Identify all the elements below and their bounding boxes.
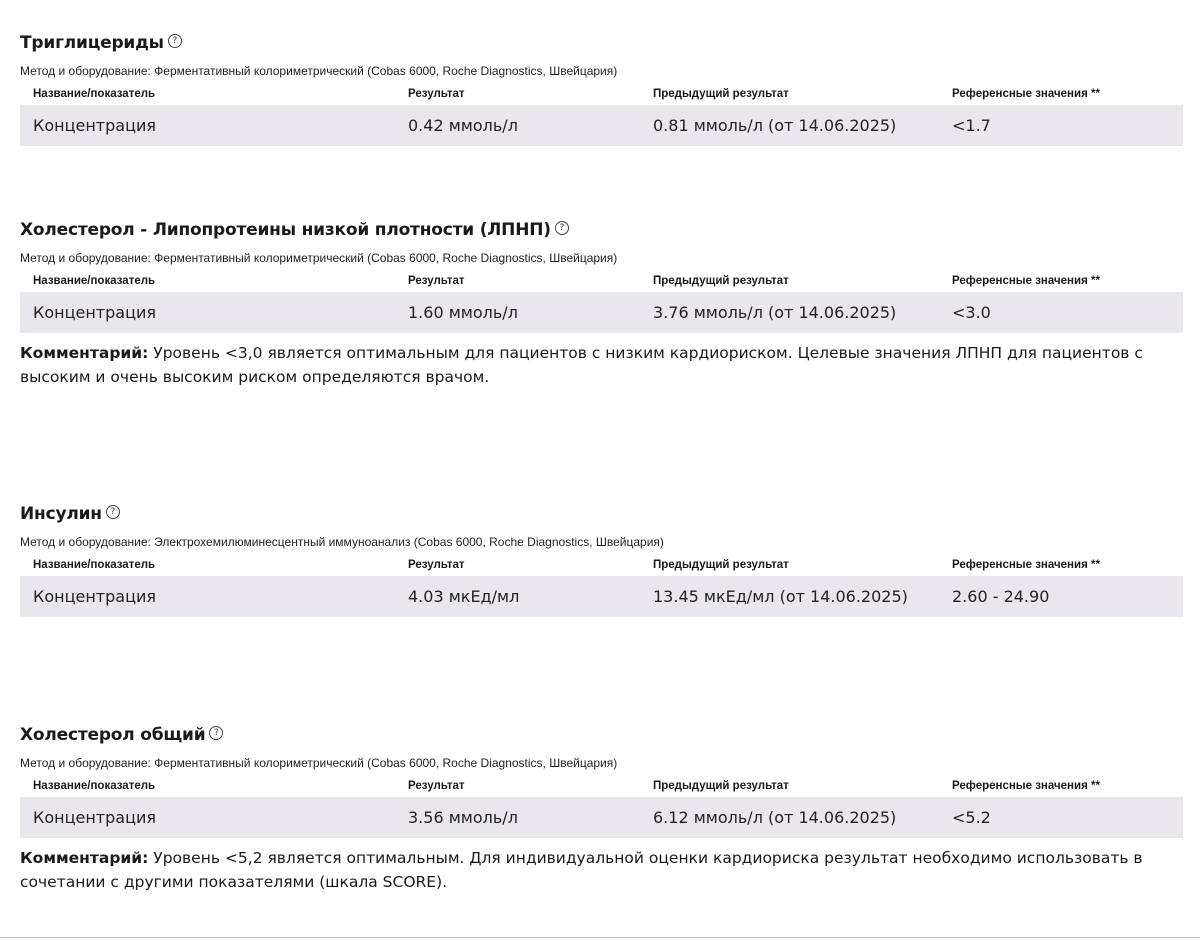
method-text: Метод и оборудование: Ферментативный колориметрический (Cobas 6000, Roche Diagnostics, Швейцария)	[20, 251, 618, 265]
cell-result: 0.42 ммоль/л	[408, 116, 518, 135]
cell-result: 4.03 мкЕд/мл	[408, 587, 520, 606]
header-reference: Референсные значения **	[952, 275, 1100, 287]
comment-text: Уровень <3,0 является оптимальным для пациентов с низким кардиориском. Целевые значения ЛПНП для пациентов с высоким и очень высоким риском определяются врачом.	[20, 344, 1143, 386]
header-result: Результат	[408, 559, 465, 571]
header-previous: Предыдущий результат	[653, 780, 789, 792]
section-ldl-cholesterol	[20, 217, 1183, 389]
page-bottom-divider	[0, 937, 1200, 938]
cell-reference: <1.7	[952, 116, 991, 135]
cell-result: 1.60 ммоль/л	[408, 303, 518, 322]
cell-previous: 13.45 мкЕд/мл (от 14.06.2025)	[653, 587, 908, 606]
cell-result: 3.56 ммоль/л	[408, 808, 518, 827]
header-previous: Предыдущий результат	[653, 275, 789, 287]
table-header	[20, 270, 1183, 292]
help-icon[interactable]: ?	[555, 221, 569, 235]
header-name: Название/показатель	[33, 780, 156, 792]
cell-reference: 2.60 - 24.90	[952, 587, 1050, 606]
comment	[20, 846, 1183, 894]
table-header	[20, 83, 1183, 105]
header-result: Результат	[408, 88, 465, 100]
cell-name: Концентрация	[33, 116, 156, 135]
header-previous: Предыдущий результат	[653, 559, 789, 571]
section-title: Инсулин ?	[20, 501, 1183, 527]
header-reference: Референсные значения **	[952, 780, 1100, 792]
header-name: Название/показатель	[33, 88, 156, 100]
cell-previous: 0.81 ммоль/л (от 14.06.2025)	[653, 116, 897, 135]
header-reference: Референсные значения **	[952, 559, 1100, 571]
table-row	[20, 797, 1183, 838]
table-header	[20, 554, 1183, 576]
section-title: Холестерол - Липопротеины низкой плотности (ЛПНП) ?	[20, 217, 1183, 243]
cell-previous: 6.12 ммоль/л (от 14.06.2025)	[653, 808, 897, 827]
method-text: Метод и оборудование: Электрохемилюминесцентный иммуноанализ (Cobas 6000, Roche Diagnostics, Швейцария)	[20, 535, 664, 549]
table-row	[20, 292, 1183, 333]
cell-reference: <3.0	[952, 303, 991, 322]
cell-name: Концентрация	[33, 808, 156, 827]
table-row	[20, 105, 1183, 146]
cell-name: Концентрация	[33, 303, 156, 322]
cell-previous: 3.76 ммоль/л (от 14.06.2025)	[653, 303, 897, 322]
header-name: Название/показатель	[33, 275, 156, 287]
help-icon[interactable]: ?	[106, 505, 120, 519]
cell-reference: <5.2	[952, 808, 991, 827]
section-insulin	[20, 501, 1183, 617]
comment-label: Комментарий:	[20, 344, 149, 362]
header-previous: Предыдущий результат	[653, 88, 789, 100]
cell-name: Концентрация	[33, 587, 156, 606]
header-result: Результат	[408, 275, 465, 287]
section-title: Холестерол общий ?	[20, 722, 1183, 748]
method-text: Метод и оборудование: Ферментативный колориметрический (Cobas 6000, Roche Diagnostics, Швейцария)	[20, 64, 618, 78]
section-total-cholesterol	[20, 722, 1183, 894]
table-row	[20, 576, 1183, 617]
section-triglycerides	[20, 30, 1183, 146]
header-result: Результат	[408, 780, 465, 792]
comment	[20, 341, 1183, 389]
comment-text: Уровень <5,2 является оптимальным. Для индивидуальной оценки кардиориска результат необходимо использовать в сочетании с другими показателями (шкала SCORE).	[20, 849, 1143, 891]
section-title: Триглицериды ?	[20, 30, 1183, 56]
table-header	[20, 775, 1183, 797]
comment-label: Комментарий:	[20, 849, 149, 867]
method-text: Метод и оборудование: Ферментативный колориметрический (Cobas 6000, Roche Diagnostics, Швейцария)	[20, 756, 618, 770]
header-reference: Референсные значения **	[952, 88, 1100, 100]
help-icon[interactable]: ?	[209, 726, 223, 740]
help-icon[interactable]: ?	[168, 34, 182, 48]
header-name: Название/показатель	[33, 559, 156, 571]
